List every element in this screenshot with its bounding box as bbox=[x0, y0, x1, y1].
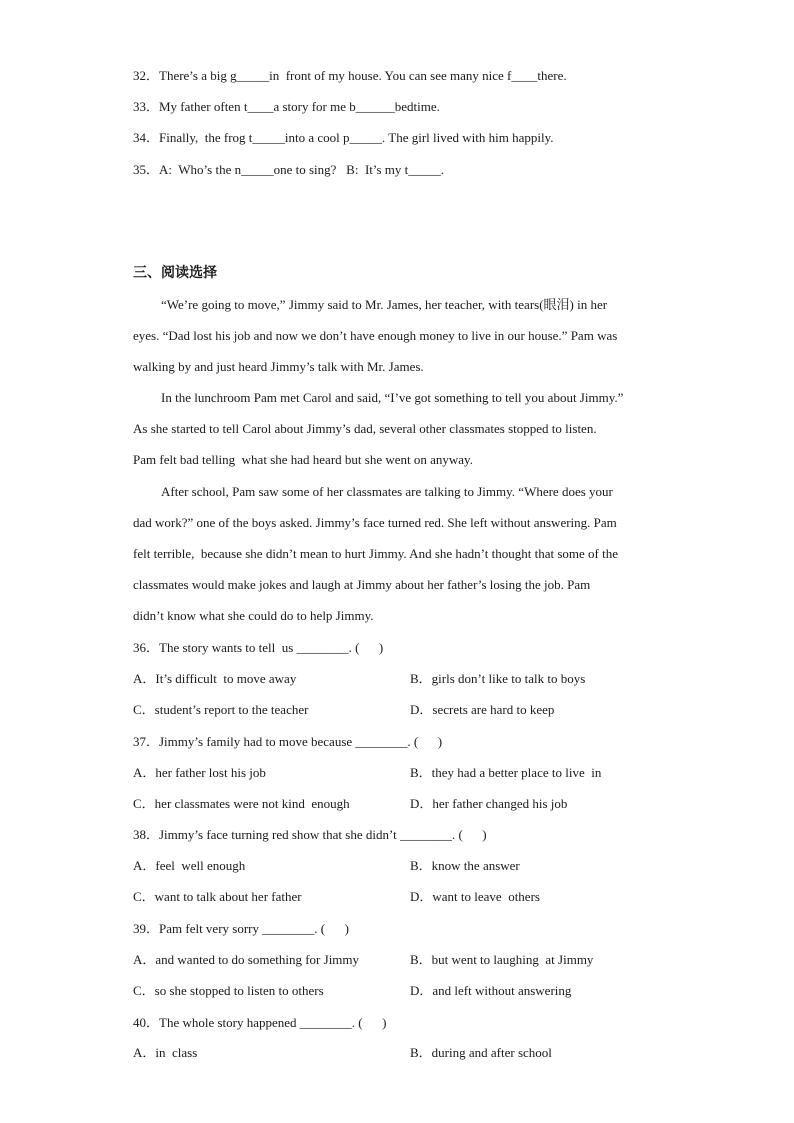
option-b[interactable]: B．they had a better place to live in bbox=[410, 765, 602, 780]
option-b[interactable]: B．during and after school bbox=[410, 1045, 552, 1060]
question-32: 32．There’s a big g_____in front of my house. You can see many nice f____there. bbox=[133, 68, 567, 83]
section-title: 三、阅读选择 bbox=[133, 265, 217, 281]
option-d[interactable]: D．and left without answering bbox=[410, 983, 572, 998]
option-a[interactable]: A．feel well enough bbox=[133, 858, 246, 873]
option-b[interactable]: B．know the answer bbox=[410, 858, 520, 873]
option-c[interactable]: C．want to talk about her father bbox=[133, 889, 302, 904]
option-a[interactable]: A．It’s difficult to move away bbox=[133, 671, 297, 686]
option-c[interactable]: C．so she stopped to listen to others bbox=[133, 983, 324, 998]
passage-line: classmates would make jokes and laugh at Jimmy about her father’s losing the job. Pam bbox=[133, 577, 591, 592]
passage-line: “We’re going to move,” Jimmy said to Mr. James, her teacher, with tears(眼泪) in her bbox=[161, 297, 608, 312]
question-39-stem: 39．Pam felt very sorry ________. ( ) bbox=[133, 921, 349, 936]
question-33: 33．My father often t____a story for me b______bedtime. bbox=[133, 99, 440, 114]
option-a[interactable]: A．and wanted to do something for Jimmy bbox=[133, 952, 360, 967]
option-a[interactable]: A．her father lost his job bbox=[133, 765, 266, 780]
option-d[interactable]: D．secrets are hard to keep bbox=[410, 702, 555, 717]
passage-line: dad work?” one of the boys asked. Jimmy’s face turned red. She left without answering. Pam bbox=[133, 515, 617, 530]
option-a[interactable]: A．in class bbox=[133, 1045, 198, 1060]
passage-line: felt terrible, because she didn’t mean to hurt Jimmy. And she hadn’t thought that some of the bbox=[133, 546, 618, 561]
option-b[interactable]: B．but went to laughing at Jimmy bbox=[410, 952, 594, 967]
passage-line: Pam felt bad telling what she had heard but she went on anyway. bbox=[133, 452, 473, 467]
passage-line: didn’t know what she could do to help Jimmy. bbox=[133, 608, 374, 623]
option-c[interactable]: C．her classmates were not kind enough bbox=[133, 796, 350, 811]
question-37-stem: 37．Jimmy’s family had to move because ________. ( ) bbox=[133, 734, 443, 749]
question-36-stem: 36．The story wants to tell us ________. ( ) bbox=[133, 640, 384, 655]
passage-line: As she started to tell Carol about Jimmy’s dad, several other classmates stopped to listen. bbox=[133, 421, 597, 436]
option-d[interactable]: D．her father changed his job bbox=[410, 796, 568, 811]
option-c[interactable]: C．student’s report to the teacher bbox=[133, 702, 309, 717]
question-40-stem: 40．The whole story happened ________. ( ) bbox=[133, 1015, 387, 1030]
question-38-stem: 38．Jimmy’s face turning red show that she didn’t ________. ( ) bbox=[133, 827, 487, 842]
passage-line: After school, Pam saw some of her classmates are talking to Jimmy. “Where does your bbox=[161, 484, 613, 499]
question-35: 35．A: Who’s the n_____one to sing? B: It’s my t_____. bbox=[133, 162, 445, 177]
option-d[interactable]: D．want to leave others bbox=[410, 889, 540, 904]
passage-line: eyes. “Dad lost his job and now we don’t have enough money to live in our house.” Pam was bbox=[133, 328, 618, 343]
passage-line: In the lunchroom Pam met Carol and said, “I’ve got something to tell you about Jimmy.” bbox=[161, 390, 624, 405]
passage-line: walking by and just heard Jimmy’s talk with Mr. James. bbox=[133, 359, 424, 374]
option-b[interactable]: B．girls don’t like to talk to boys bbox=[410, 671, 586, 686]
question-34: 34．Finally, the frog t_____into a cool p_____. The girl lived with him happily. bbox=[133, 130, 554, 145]
